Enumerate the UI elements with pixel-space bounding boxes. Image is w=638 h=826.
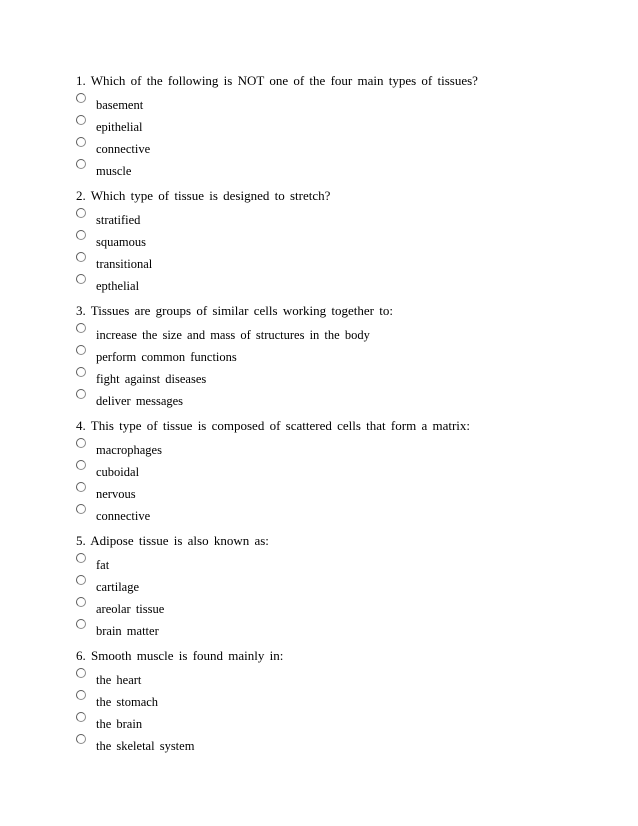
question-3-option-1[interactable]: [0, 323, 638, 345]
radio-button[interactable]: [76, 208, 86, 218]
question-2-option-2[interactable]: [0, 230, 638, 252]
option-label: transitional: [96, 257, 153, 271]
question-2-text: 2. Which type of tissue is designed to stretch?: [76, 188, 331, 203]
radio-button[interactable]: [76, 597, 86, 607]
option-label: fat: [96, 558, 110, 572]
radio-button[interactable]: [76, 367, 86, 377]
question-3-option-4[interactable]: [0, 389, 638, 411]
question-1-option-3[interactable]: [0, 137, 638, 159]
radio-button[interactable]: [76, 93, 86, 103]
radio-button[interactable]: [76, 575, 86, 585]
option-label: connective: [96, 509, 151, 523]
question-1-text: 1. Which of the following is NOT one of the four main types of tissues?: [76, 73, 478, 88]
radio-button[interactable]: [76, 389, 86, 399]
option-label: muscle: [96, 164, 132, 178]
question-2-option-1[interactable]: [0, 208, 638, 230]
question-5-option-2[interactable]: [0, 575, 638, 597]
option-label: the skeletal system: [96, 739, 195, 753]
question-1-option-4[interactable]: [0, 159, 638, 181]
question-3-text: 3. Tissues are groups of similar cells working together to:: [76, 303, 393, 318]
radio-button[interactable]: [76, 274, 86, 284]
radio-button[interactable]: [76, 553, 86, 563]
radio-button[interactable]: [76, 504, 86, 514]
question-1-option-2[interactable]: [0, 115, 638, 137]
radio-button[interactable]: [76, 230, 86, 240]
option-label: basement: [96, 98, 144, 112]
question-1-option-1[interactable]: [0, 93, 638, 115]
option-label: nervous: [96, 487, 136, 501]
question-6-option-2[interactable]: [0, 690, 638, 712]
radio-button[interactable]: [76, 619, 86, 629]
question-3-option-3[interactable]: [0, 367, 638, 389]
question-4-option-4[interactable]: [0, 504, 638, 526]
radio-button[interactable]: [76, 252, 86, 262]
option-label: areolar tissue: [96, 602, 165, 616]
option-label: cuboidal: [96, 465, 140, 479]
option-label: perform common functions: [96, 350, 237, 364]
question-6-option-3[interactable]: [0, 712, 638, 734]
option-label: cartilage: [96, 580, 140, 594]
radio-button[interactable]: [76, 438, 86, 448]
radio-button[interactable]: [76, 323, 86, 333]
option-label: epthelial: [96, 279, 140, 293]
question-5-option-1[interactable]: [0, 553, 638, 575]
radio-button[interactable]: [76, 159, 86, 169]
option-label: squamous: [96, 235, 146, 249]
question-4-option-1[interactable]: [0, 438, 638, 460]
question-4-option-2[interactable]: [0, 460, 638, 482]
radio-button[interactable]: [76, 482, 86, 492]
option-label: deliver messages: [96, 394, 184, 408]
option-label: the brain: [96, 717, 143, 731]
radio-button[interactable]: [76, 668, 86, 678]
question-6-option-4[interactable]: [0, 734, 638, 756]
question-5-option-3[interactable]: [0, 597, 638, 619]
option-label: the heart: [96, 673, 142, 687]
radio-button[interactable]: [76, 115, 86, 125]
question-5-text: 5. Adipose tissue is also known as:: [76, 533, 269, 548]
radio-button[interactable]: [76, 460, 86, 470]
question-2-option-3[interactable]: [0, 252, 638, 274]
question-6-option-1[interactable]: [0, 668, 638, 690]
option-label: epithelial: [96, 120, 143, 134]
question-4-option-3[interactable]: [0, 482, 638, 504]
radio-button[interactable]: [76, 712, 86, 722]
option-label: fight against diseases: [96, 372, 207, 386]
question-2-option-4[interactable]: [0, 274, 638, 296]
radio-button[interactable]: [76, 137, 86, 147]
option-label: macrophages: [96, 443, 162, 457]
radio-button[interactable]: [76, 345, 86, 355]
option-label: stratified: [96, 213, 141, 227]
radio-button[interactable]: [76, 734, 86, 744]
option-label: increase the size and mass of structures in the body: [96, 328, 370, 342]
option-label: brain matter: [96, 624, 159, 638]
radio-button[interactable]: [76, 690, 86, 700]
question-3-option-2[interactable]: [0, 345, 638, 367]
option-label: the stomach: [96, 695, 159, 709]
question-5-option-4[interactable]: [0, 619, 638, 641]
question-4-text: 4. This type of tissue is composed of scattered cells that form a matrix:: [76, 418, 471, 433]
question-6-text: 6. Smooth muscle is found mainly in:: [76, 648, 284, 663]
option-label: connective: [96, 142, 151, 156]
